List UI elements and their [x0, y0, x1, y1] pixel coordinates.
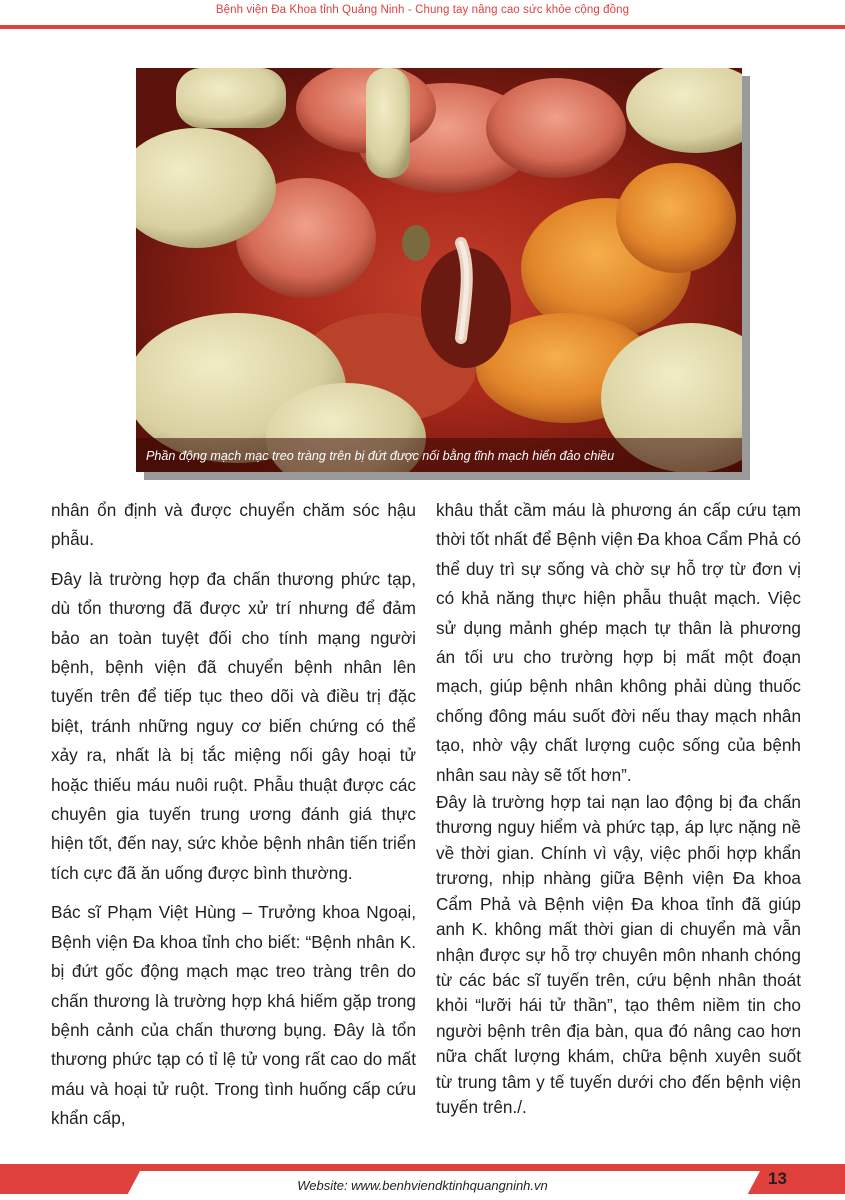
page-number: 13: [768, 1169, 787, 1188]
footer-website: Website: www.benhviendktinhquangninh.vn: [297, 1178, 548, 1193]
surgery-photo: [136, 68, 742, 472]
surgery-photo-illustration: [136, 68, 742, 472]
article-column-right: [436, 496, 801, 1120]
paragraph: Đây là trường hợp đa chấn thương phức tạp, dù tổn thương đã được xử trí nhưng để đảm bảo an toàn tuyệt đối cho tính mạng người bệnh, bệnh viện đã chuyển bệnh nhân lên tuyến trên để tiếp tục theo dõi và điều trị đặc biệt, tránh những nguy cơ biến chứng có thể xảy ra, nhất là bị tắc miệng nối gây hoại tử hoặc thiếu máu nuôi ruột. Phẫu thuật được các chuyên gia tuyến trung ương đánh giá thực hiện tốt, đến nay, sức khỏe bệnh nhân tiến triển tích cực đã ăn uống được bình thường.: [51, 568, 416, 883]
paragraph: nhân ổn định và được chuyển chăm sóc hậu phẫu.: [51, 500, 416, 550]
paragraph: khâu thắt cầm máu là phương án cấp cứu tạm thời tốt nhất để Bệnh viện Đa khoa Cẩm Phả có thể duy trì sự sống và chờ sự hỗ trợ từ đơn vị có khả năng thực hiện phẫu thuật mạch. Việc sử dụng mảnh ghép mạch tự thân là phương án tối ưu cho trường hợp bị mất một đoạn mạch, giúp bệnh nhân không phải dùng thuốc chống đông máu suốt đời nếu thay mạch nhân tạo, nhờ vậy chất lượng cuộc sống của bệnh nhân sau này sẽ tốt hơn”.: [436, 500, 801, 785]
photo-caption: Phần động mạch mạc treo tràng trên bị đứt được nối bằng tĩnh mạch hiển đảo chiều: [146, 449, 615, 463]
header-divider: [0, 25, 845, 29]
page-header-title: Bệnh viện Đa Khoa tỉnh Quảng Ninh - Chung tay nâng cao sức khỏe cộng đồng: [215, 4, 630, 16]
paragraph: Bác sĩ Phạm Việt Hùng – Trưởng khoa Ngoại, Bệnh viện Đa khoa tỉnh cho biết: “Bệnh nhân K. bị đứt gốc động mạch mạc treo tràng trên do chấn thương là trường hợp khá hiếm gặp trong bệnh cảnh của chấn thương bụng. Đây là tổn thương phức tạp có tỉ lệ tử vong rất cao do mất máu và hoại tử ruột. Trong tình huống cấp cứu khẩn cấp,: [51, 902, 416, 1129]
article-column-left: [51, 496, 416, 1134]
paragraph: Đây là trường hợp tai nạn lao động bị đa chấn thương nguy hiểm và phức tạp, áp lực nặng nề về thời gian. Chính vì vậy, việc phối hợp khẩn trương, nhịp nhàng giữa Bệnh viện Đa khoa Cẩm Phả và Bệnh viện Đa khoa tỉnh đã giúp anh K. không mất thời gian di chuyển mà vẫn nhận được sự hỗ trợ chuyên môn nhanh chóng từ các bác sĩ tuyến trên, cứu bệnh nhân thoát khỏi “lưỡi hái tử thần”, tạo thêm niềm tin cho người bệnh trên địa bàn, qua đó nâng cao hơn nữa chất lượng khám, chữa bệnh xuyên suốt từ trung tâm y tế tuyến dưới cho đến bệnh viện tuyến trên./.: [436, 792, 801, 1117]
